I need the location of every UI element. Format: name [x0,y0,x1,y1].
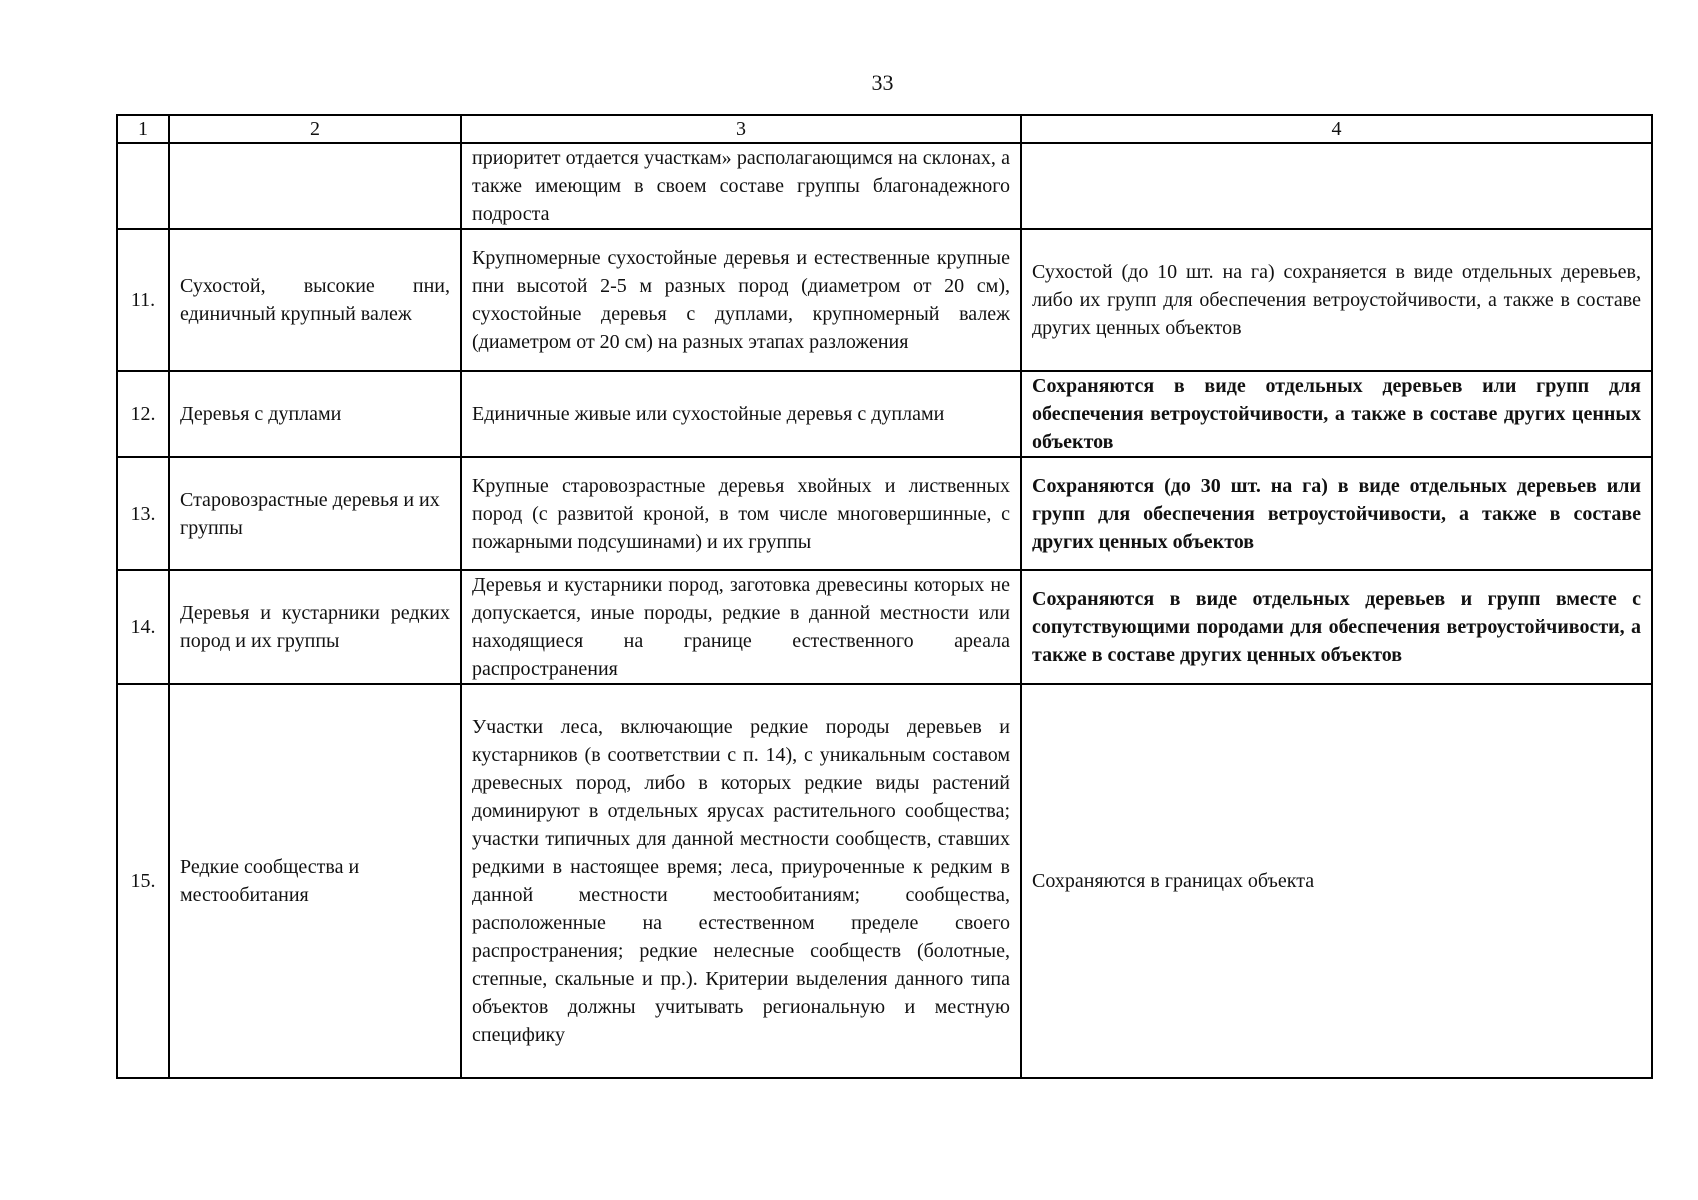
table-row [117,684,1652,1078]
object-measures: Сохраняются (до 30 шт. на га) в виде отдельных деревьев или групп для обеспечения ветроустойчивости, а также в составе других ценных объектов [1021,457,1652,570]
column-header-4: 4 [1021,115,1652,143]
object-description: Единичные живые или сухостойные деревья с дуплами [461,371,1021,457]
object-measures [1021,143,1652,229]
row-number: 12. [117,371,169,457]
table-row [117,457,1652,570]
column-header-2: 2 [169,115,461,143]
object-description: Крупномерные сухостойные деревья и естественные крупные пни высотой 2-5 м разных пород (диаметром от 20 см), сухостойные деревья с дуплами, крупномерный валеж (диаметром от 20 см) на разных этапах разложения [461,229,1021,371]
row-number: 13. [117,457,169,570]
column-header-3: 3 [461,115,1021,143]
table-row [117,229,1652,371]
table-row [117,371,1652,457]
object-name: Сухостой, высокие пни, единичный крупный валеж [169,229,461,371]
table-row [117,143,1652,229]
object-measures: Сухостой (до 10 шт. на га) сохраняется в виде отдельных деревьев, либо их групп для обеспечения ветроустойчивости, а также в составе других ценных объектов [1021,229,1652,371]
object-description: приоритет отдается участкам» располагающимся на склонах, а также имеющим в своем составе группы благонадежного подроста [461,143,1021,229]
object-measures: Сохраняются в границах объекта [1021,684,1652,1078]
object-name: Старовозрастные деревья и их группы [169,457,461,570]
object-name: Редкие сообщества и местообитания [169,684,461,1078]
objects-table [116,114,1653,1079]
object-name: Деревья и кустарники редких пород и их группы [169,570,461,684]
object-measures: Сохраняются в виде отдельных деревьев и групп вместе с сопутствующими породами для обеспечения ветроустойчивости, а также в составе других ценных объектов [1021,570,1652,684]
object-name [169,143,461,229]
row-number: 11. [117,229,169,371]
row-number: 14. [117,570,169,684]
table-header-row [117,115,1652,143]
object-description: Деревья и кустарники пород, заготовка древесины которых не допускается, иные породы, редкие в данной местности или находящиеся на границе естественного ареала распространения [461,570,1021,684]
object-name: Деревья с дуплами [169,371,461,457]
object-measures: Сохраняются в виде отдельных деревьев или групп для обеспечения ветроустойчивости, а также в составе других ценных объектов [1021,371,1652,457]
page-number: 33 [871,70,894,95]
object-description: Участки леса, включающие редкие породы деревьев и кустарников (в соответствии с п. 14), с уникальным составом древесных пород, либо в которых редкие виды растений доминируют в отдельных ярусах растительного сообщества; участки типичных для данной местности сообществ, ставших редкими в настоящее время; леса, приуроченные к редким в данной местности местообитаниям; сообщества, расположенные на естественном пределе своего распространения; редкие нелесные сообществ (болотные, степные, скальные и пр.). Критерии выделения данного типа объектов должны учитывать региональную и местную специфику [461,684,1021,1078]
row-number [117,143,169,229]
object-description: Крупные старовозрастные деревья хвойных и лиственных пород (с развитой кроной, в том числе многовершинные, с пожарными подсушинами) и их группы [461,457,1021,570]
table-row [117,570,1652,684]
row-number: 15. [117,684,169,1078]
column-header-1: 1 [117,115,169,143]
